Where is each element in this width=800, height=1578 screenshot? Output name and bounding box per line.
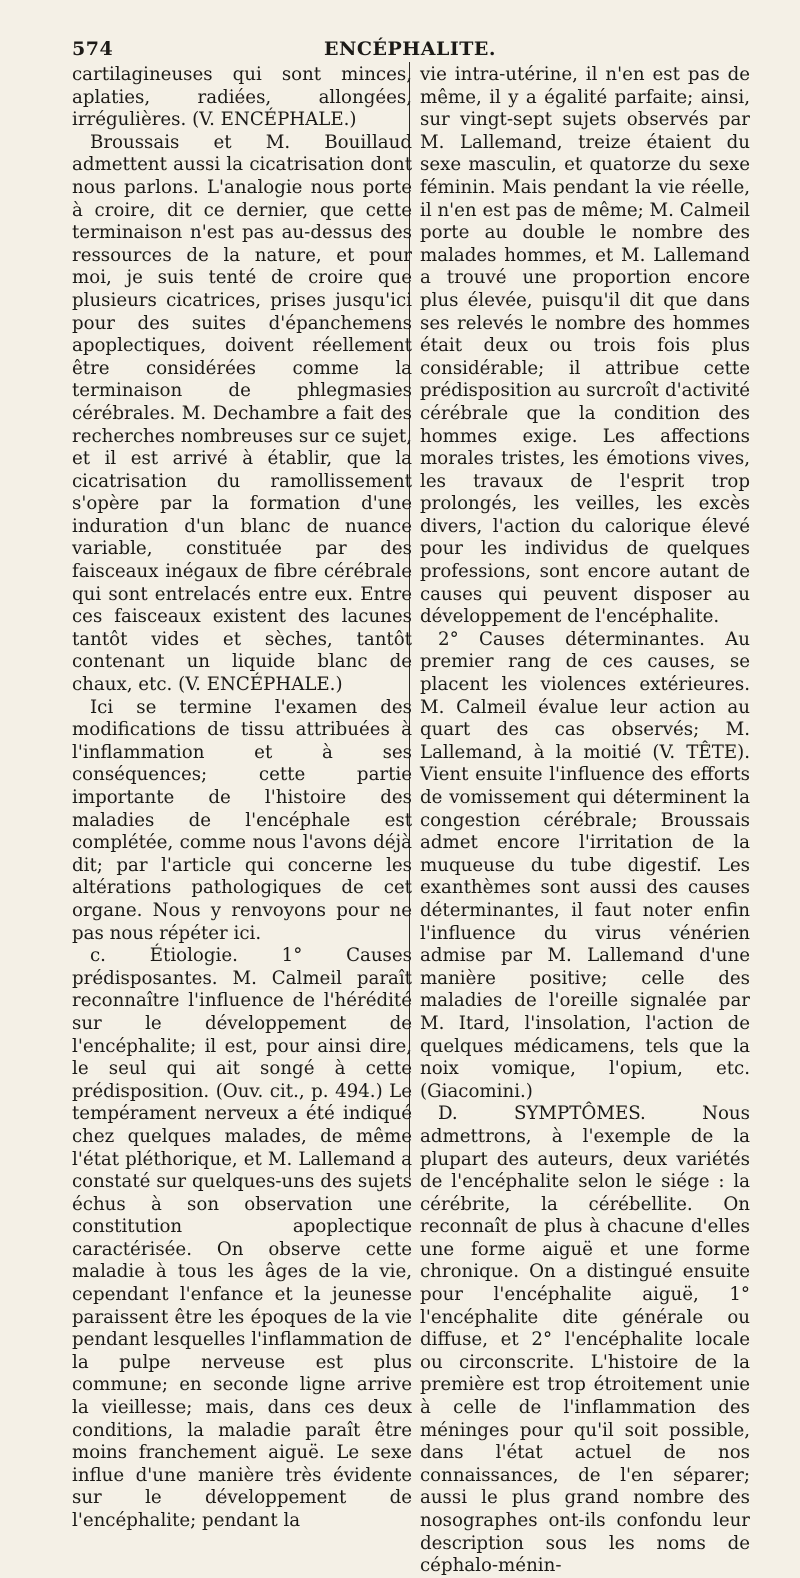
paragraph: cartilagineuses qui sont minces, aplaties, radiées, allongées, irrégulières. (V. ENCÉPHALE.) <box>72 64 412 131</box>
page-number: 574 <box>72 38 114 60</box>
paragraph: Broussais et M. Bouillaud admettent aussi la cicatrisation dont nous parlons. L'analogie nous porte à croire, dit ce dernier, que cette terminaison n'est pas au-dessus des ressources de la nature, et pour moi, je suis tenté de croire que plusieurs cicatrices, prises jusqu'ici pour des suites d'épanchemens apoplectiques, doivent réellement être considérées comme la terminaison de phlegmasies cérébrales. M. Dechambre a fait des recherches nombreuses sur ce sujet, et il est arrivé à établir, que la cicatrisation du ramollissement s'opère par la formation d'une induration d'un blanc de nuance variable, constituée par des faisceaux inégaux de fibre cérébrale qui sont entrelacés entre eux. Entre ces faisceaux existent des lacunes tantôt vides et sèches, tantôt contenant un liquide blanc de chaux, etc. (V. ENCÉPHALE.) <box>72 131 412 696</box>
paragraph: Ici se termine l'examen des modifications de tissu attribuées à l'inflammation et à ses conséquences; cette partie importante de l'histoire des maladies de l'encéphale est complétée, comme nous l'avons déjà dit; par l'article qui concerne les altérations pathologiques de cet organe. Nous y renvoyons pour ne pas nous répéter ici. <box>72 696 412 944</box>
page-header <box>72 38 748 66</box>
paragraph: D. SYMPTÔMES. Nous admettrons, à l'exemple de la plupart des auteurs, deux variétés de l'encéphalite selon le siége : la cérébrite, la cérébellite. On reconnaît de plus à chacune d'elles une forme aiguë et une forme chronique. On a distingué ensuite pour l'encéphalite aiguë, 1° l'encéphalite dite générale ou diffuse, et 2° l'encéphalite locale ou circonscrite. L'histoire de la première est trop étroitement unie à celle de l'inflammation des méninges pour qu'il soit possible, dans l'état actuel de nos connaissances, de l'en séparer; aussi le plus grand nombre des nosographes ont-ils confondu leur description sous les noms de céphalo-ménin- <box>420 1103 750 1577</box>
paragraph: vie intra-utérine, il n'en est pas de même, il y a égalité parfaite; ainsi, sur vingt-sept sujets observés par M. Lallemand, treize étaient du sexe masculin, et quatorze du sexe féminin. Mais pendant la vie réelle, il n'en est pas de même; M. Calmeil porte au double le nombre des malades hommes, et M. Lallemand a trouvé une proportion encore plus élevée, puisqu'il dit que dans ses relevés le nombre des hommes était deux ou trois fois plus considérable; il attribue cette prédisposition au surcroît d'activité cérébrale que la condition des hommes exige. Les affections morales tristes, les émotions vives, les travaux de l'esprit trop prolongés, les veilles, les excès divers, l'action du calorique élevé pour les individus de quelques professions, sont encore autant de causes qui peuvent disposer au développement de l'encéphalite. <box>420 64 750 628</box>
left-column <box>72 64 412 1533</box>
paragraph: 2° Causes déterminantes. Au premier rang de ces causes, se placent les violences extérieures. M. Calmeil évalue leur action au quart des cas observés; M. Lallemand, à la moitié (V. TÊTE). Vient ensuite l'influence des efforts de vomissement qui déterminent la congestion cérébrale; Broussais admet encore l'irritation de la muqueuse du tube digestif. Les exanthèmes sont aussi des causes déterminantes, il faut noter enfin l'influence du virus vénérien admise par M. Lallemand d'une manière positive; celle des maladies de l'oreille signalée par M. Itard, l'insolation, l'action de quelques médicamens, tels que la noix vomique, l'opium, etc. (Giacomini.) <box>420 628 750 1102</box>
right-column <box>420 64 750 1578</box>
running-title: ENCÉPHALITE. <box>324 38 496 60</box>
paragraph: c. Étiologie. 1° Causes prédisposantes. M. Calmeil paraît reconnaître l'influence de l'hérédité sur le développement de l'encéphalite; il est, pour ainsi dire, le seul qui ait songé à cette prédisposition. (Ouv. cit., p. 494.) Le tempérament nerveux a été indiqué chez quelques malades, de même l'état pléthorique, et M. Lallemand a constaté sur quelques-uns des sujets échus à son observation une constitution apoplectique caractérisée. On observe cette maladie à tous les âges de la vie, cependant l'enfance et la jeunesse paraissent être les époques de la vie pendant lesquelles l'inflammation de la pulpe nerveuse est plus commune; en seconde ligne arrive la vieillesse; mais, dans ces deux conditions, la maladie paraît être moins franchement aiguë. Le sexe influe d'une manière très évidente sur le développement de l'encéphalite; pendant la <box>72 945 412 1531</box>
